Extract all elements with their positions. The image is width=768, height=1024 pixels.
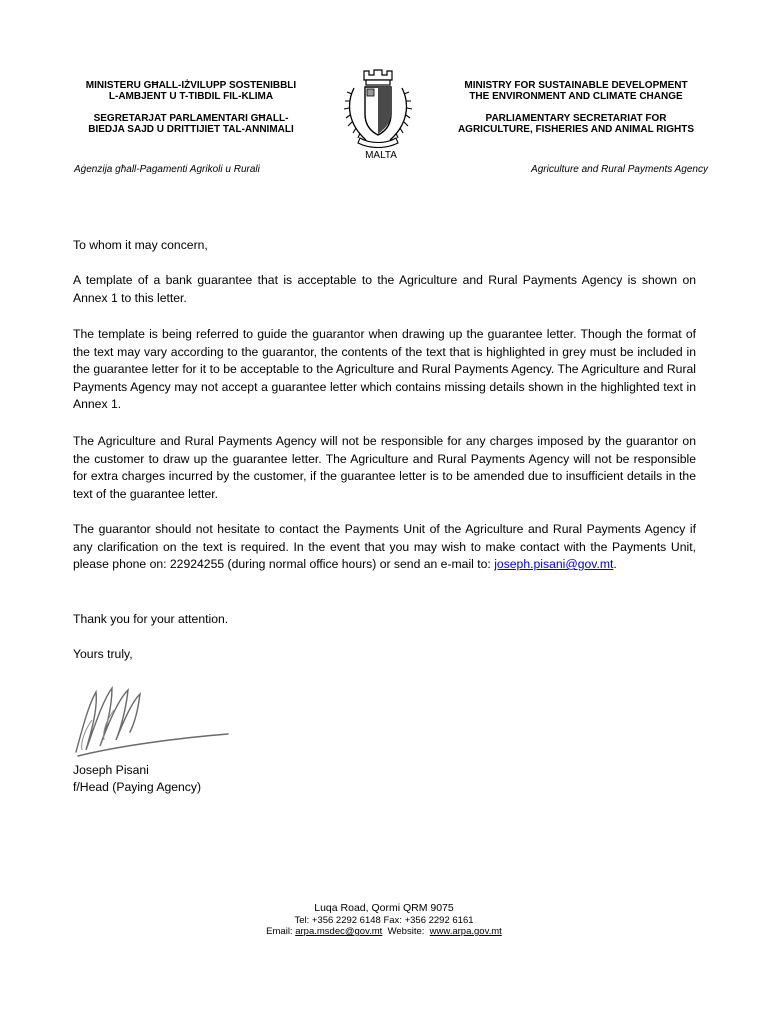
- agency-name-maltese: Aġenzija għall-Pagamenti Agrikoli u Rurali: [74, 164, 260, 175]
- handwritten-signature-icon: [68, 680, 230, 760]
- footer-website-link[interactable]: www.arpa.gov.mt: [429, 926, 502, 937]
- footer-contact: [0, 926, 768, 937]
- salutation: To whom it may concern,: [73, 238, 208, 252]
- ministry-en-line1: MINISTRY FOR SUSTAINABLE DEVELOPMENT: [464, 80, 688, 91]
- footer-email-label: Email:: [266, 926, 296, 937]
- ministry-name-english: [443, 80, 709, 102]
- signer-title: f/Head (Paying Agency): [73, 780, 202, 794]
- coat-of-arms-icon: [340, 66, 416, 148]
- paragraph-template-guidance: The template is being referred to guide the guarantor when drawing up the guarantee letter. Though the format of the text may vary according to the guarantor, the contents of the text that is highlighted in grey must be included in the guarantee letter for it to be acceptable to the Agriculture and Rural Payments Agency. The Agriculture and Rural Payments Agency may not accept a guarantee letter which contains missing details shown in the highlighted text in Annex 1.: [73, 327, 696, 411]
- secretariat-name-english: [443, 113, 709, 135]
- footer-website-label: Website:: [382, 926, 430, 937]
- paragraph-charges: The Agriculture and Rural Payments Agency will not be responsible for any charges imposed by the guarantor on the customer to draw up the guarantee letter. The Agriculture and Rural Payments Agency will not be responsible for extra charges incurred by the customer, if the guarantee letter is to be amended due to insufficient details in the text of the guarantee letter.: [73, 434, 696, 501]
- secretariat-mt-line2: BIEDJA SAJD U DRITTIJIET TAL-ANNIMALI: [88, 124, 294, 135]
- secretariat-mt-line1: SEGRETARJAT PARLAMENTARI GĦALL-: [93, 113, 289, 124]
- ministry-name-maltese: [62, 80, 320, 102]
- paragraph-contact-text: The guarantor should not hesitate to contact the Payments Unit of the Agriculture and Rural Payments Agency if any clarification on the text is required. In the event that you may wish to make contact with the Payments Unit, please phone on: 22924255 (during normal office hours) or send an e-mail to:: [73, 522, 696, 571]
- ministry-en-line2: THE ENVIRONMENT AND CLIMATE CHANGE: [469, 91, 683, 102]
- footer-address: Luqa Road, Qormi QRM 9075: [314, 902, 454, 914]
- secretariat-en-line1: PARLIAMENTARY SECRETARIAT FOR: [485, 113, 667, 124]
- footer-email-link[interactable]: arpa.msdec@gov.mt: [295, 926, 383, 937]
- paragraph-contact-end: .: [613, 557, 617, 571]
- paragraph-contact: [73, 521, 696, 574]
- ministry-mt-line2: L-AMBJENT U T-TIBDIL FIL-KLIMA: [108, 91, 274, 102]
- secretariat-en-line2: AGRICULTURE, FISHERIES AND ANIMAL RIGHTS: [457, 124, 695, 135]
- signer-name: Joseph Pisani: [73, 763, 149, 777]
- agency-name-english: Agriculture and Rural Payments Agency: [531, 164, 708, 175]
- ministry-mt-line1: MINISTERU GĦALL-IŻVILUPP SOSTENIBBLI: [85, 80, 297, 91]
- contact-email-link[interactable]: joseph.pisani@gov.mt: [494, 557, 614, 571]
- footer-phone-fax: Tel: +356 2292 6148 Fax: +356 2292 6161: [294, 915, 474, 926]
- closing-line: Yours truly,: [73, 647, 133, 661]
- thanks-line: Thank you for your attention.: [73, 612, 229, 626]
- secretariat-name-maltese: [62, 113, 320, 135]
- country-label: MALTA: [365, 150, 397, 161]
- paragraph-template-intro: A template of a bank guarantee that is acceptable to the Agriculture and Rural Payments Agency is shown on Annex 1 to this letter.: [73, 273, 696, 305]
